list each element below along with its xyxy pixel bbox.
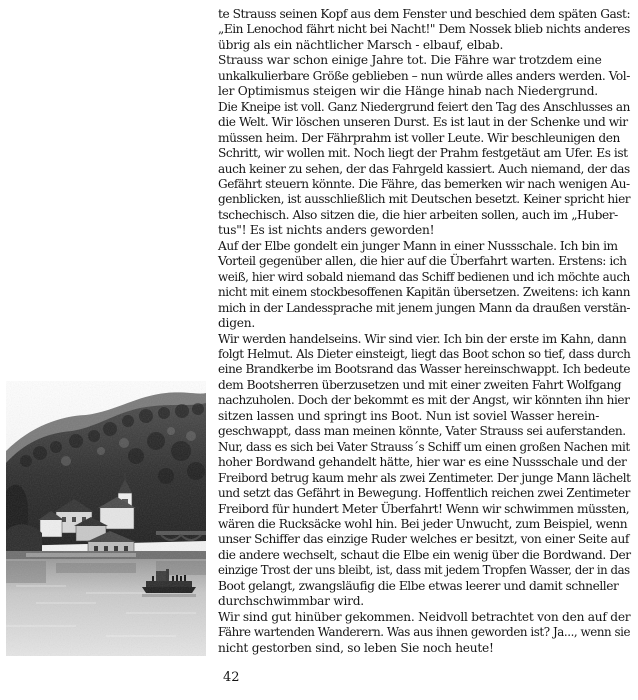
text-line: genblicken, ist ausschließlich mit Deutschen besetzt. Keiner spricht hier <box>218 192 631 207</box>
text-line: Gefährt steuern könnte. Die Fähre, das bemerken wir nach wenigen Au- <box>218 176 630 191</box>
text-line: digen. <box>218 316 255 331</box>
text-line: und setzt das Gefährt in Bewegung. Hoffentlich reichen zwei Zentimeter <box>218 486 630 501</box>
text-line: die andere wechselt, schaut die Elbe ein wenig über die Bordwand. Der <box>218 547 631 562</box>
text-line: durchschwimmbar wird. <box>218 594 364 609</box>
text-line: müssen heim. Der Fährprahm ist voller Leute. Wir beschleunigen den <box>218 130 620 145</box>
text-line: auch keiner zu sehen, der das Fahrgeld kassiert. Auch niemand, der das <box>218 161 630 176</box>
text-line: Boot gelangt, zwangsläufig die Elbe etwas leerer und damit schneller <box>218 578 619 593</box>
text-line: folgt Helmut. Als Dieter einsteigt, liegt das Boot schon so tief, dass durch <box>218 346 631 361</box>
text-line: Freibord für hundert Meter Überfahrt! Wenn wir schwimmen müssten, <box>218 501 630 516</box>
text-line: nicht gestorben sind, so leben Sie noch heute! <box>218 640 494 655</box>
text-line: Freibord betrug kaum mehr als zwei Zentimeter. Der junge Mann lächelt <box>218 470 631 485</box>
text-line: sitzen lassen und springt ins Boot. Nun ist soviel Wasser herein- <box>218 408 600 423</box>
text-line: Wir werden handelseins. Wir sind vier. Ich bin der erste im Kahn, dann <box>218 331 627 346</box>
text-line: wären die Rucksäcke wohl hin. Bei jeder Unwucht, zum Beispiel, wenn <box>218 516 628 531</box>
text-line: die Welt. Wir löschen unseren Durst. Es ist laut in der Schenke und wir <box>218 115 628 130</box>
text-line: dem Bootsherren überzusetzen und mit einer zweiten Fahrt Wolfgang <box>218 377 622 392</box>
text-line: Vorteil gegenüber allen, die hier auf die Überfahrt warten. Erstens: ich <box>218 254 627 269</box>
text-line: nicht mit einem stockbesoffenen Kapitän übersetzen. Zweitens: ich kann <box>218 285 630 300</box>
text-line: Die Kneipe ist voll. Ganz Niedergrund feiert den Tag des Anschlusses an <box>218 99 630 114</box>
text-line: te Strauss seinen Kopf aus dem Fenster und beschied dem späten Gast: <box>218 7 631 21</box>
text-line: geschwappt, dass man meinen könnte, Vater Strauss sei auferstanden. <box>218 424 626 439</box>
body-text <box>218 7 630 656</box>
text-line: tschechisch. Also sitzen die, die hier arbeiten sollen, auch im „Huber- <box>218 207 618 222</box>
text-line: unser Schiffer das einzige Ruder welches er besitzt, von einer Seite auf <box>218 532 629 547</box>
text-line: übrig als ein nächtlicher Marsch - elbauf, elbab. <box>218 37 504 52</box>
text-line: Fähre wartenden Wanderern. Was aus ihnen geworden ist? Ja..., wenn sie <box>218 625 631 640</box>
text-line: „Ein Lenochod fährt nicht bei Nacht!" Dem Nossek blieb nichts anderes <box>218 22 630 37</box>
text-line: hoher Bordwand gehandelt hätte, hier war es eine Nussschale und der <box>218 455 627 470</box>
text-line: Strauss war schon einige Jahre tot. Die Fähre war trotzdem eine <box>218 53 602 68</box>
text-line: Nur, dass es sich bei Vater Strauss´s Schiff um einen großen Nachen mit <box>218 439 630 454</box>
text-line: Schritt, wir wollen mit. Noch liegt der Prahm festgetäut am Ufer. Es ist <box>218 146 628 161</box>
river-village-photo <box>6 381 206 656</box>
text-line: einzige Trost der uns bleibt, ist, dass mit jedem Tropfen Wasser, der in das <box>218 563 630 578</box>
text-line: nachzuholen. Doch der bekommt es mit der Angst, wir könnten ihn hier <box>218 393 630 408</box>
text-line: eine Brandkerbe im Bootsrand das Wasser hereinschwappt. Ich bedeute <box>218 362 631 377</box>
text-line: mich in der Landessprache mit jenem jungen Mann da draußen verstän- <box>218 300 631 315</box>
text-line: weiß, hier wird sobald niemand das Schiff bedienen und ich möchte auch <box>218 269 630 284</box>
text-line: tus"! Es ist nichts anders geworden! <box>218 223 435 238</box>
text-line: Auf der Elbe gondelt ein junger Mann in einer Nussschale. Ich bin im <box>218 238 618 253</box>
text-line: Wir sind gut hinüber gekommen. Neidvoll betrachtet von den auf der <box>218 609 631 624</box>
page-number: 42 <box>223 670 240 685</box>
text-line: unkalkulierbare Größe geblieben – nun würde alles anders werden. Vol- <box>218 68 630 83</box>
text-line: ler Optimismus steigen wir die Hänge hinab nach Niedergrund. <box>218 84 598 99</box>
